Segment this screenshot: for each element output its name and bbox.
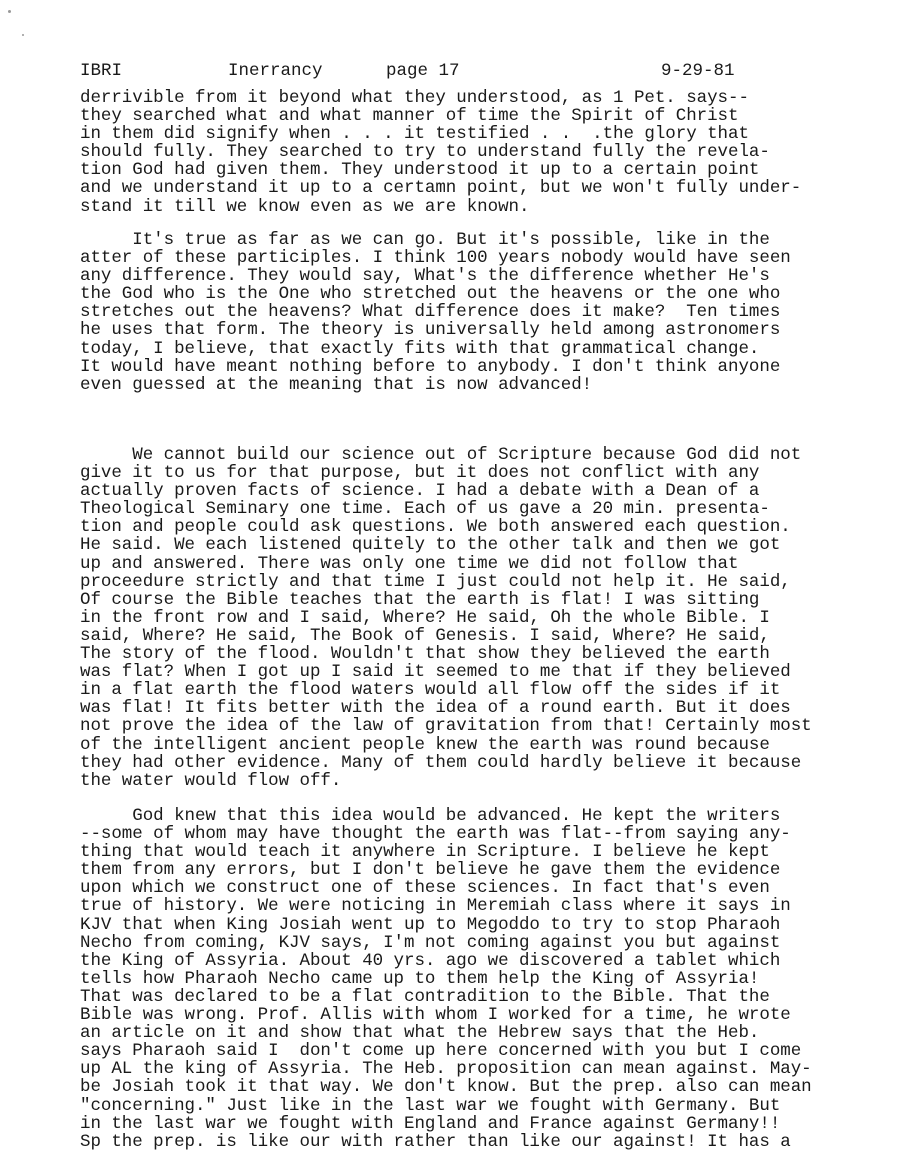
header-title: Inerrancy <box>228 61 323 81</box>
scan-speck <box>8 10 11 13</box>
text-line: Necho from coming, KJV says, I'm not coming against you but against <box>80 932 781 953</box>
header-org: IBRI <box>80 61 123 81</box>
text-line: stretches out the heavens? What difference does it make? Ten times <box>80 302 781 323</box>
text-line: actually proven facts of science. I had a debate with a Dean of a <box>80 481 760 502</box>
text-line: said, Where? He said, The Book of Genesis. I said, Where? He said, <box>80 625 770 646</box>
paragraph-1 <box>80 89 801 216</box>
text-line: even guessed at the meaning that is now advanced! <box>80 374 593 395</box>
text-line: was flat? When I got up I said it seemed to me that if they believed <box>80 662 791 683</box>
text-line: We cannot build our science out of Scripture because God did not <box>80 445 802 465</box>
text-line: up AL the king of Assyria. The Heb. proposition can mean against. May- <box>80 1059 812 1080</box>
text-line: He said. We each listened quitely to the other talk and then we got <box>80 535 781 556</box>
text-line: says Pharaoh said I don't come up here concerned with you but I come <box>80 1041 802 1062</box>
text-line: That was declared to be a flat contradition to the Bible. That the <box>80 986 770 1007</box>
text-line: them from any errors, but I don't believe he gave them the evidence <box>80 860 781 881</box>
text-line: the God who is the One who stretched out the heavens or the one who <box>80 284 781 305</box>
text-line: they searched what and what manner of time the Spirit of Christ <box>80 106 739 127</box>
text-line: and we understand it up to a certamn point, but we won't fully under- <box>80 178 802 199</box>
text-line: Theological Seminary one time. Each of us gave a 20 min. presenta- <box>80 499 770 520</box>
text-line: any difference. They would say, What's the difference whether He's <box>80 266 770 287</box>
text-line: be Josiah took it that way. We don't know. But the prep. also can mean <box>80 1077 812 1098</box>
text-line: atter of these participles. I think 100 years nobody would have seen <box>80 248 791 269</box>
text-line: Bible was wrong. Prof. Allis with whom I worked for a time, he wrote <box>80 1005 791 1026</box>
text-line: It would have meant nothing before to anybody. I don't think anyone <box>80 356 781 377</box>
text-line: they had other evidence. Many of them could hardly believe it because <box>80 752 802 773</box>
text-line: give it to us for that purpose, but it does not conflict with any <box>80 463 760 484</box>
text-line: in the last war we fought with England and France against Germany!! <box>80 1113 781 1134</box>
text-line: Sp the prep. is like our with rather than like our against! It has a <box>80 1131 791 1152</box>
header-page-number: page 17 <box>386 61 460 81</box>
paragraph-3 <box>80 446 812 790</box>
text-line: derrivible from it beyond what they understood, as 1 Pet. says-- <box>80 88 749 108</box>
text-line: the water would flow off. <box>80 770 342 791</box>
text-line: --some of whom may have thought the earth was flat--from saying any- <box>80 824 791 845</box>
text-line: It's true as far as we can go. But it's possible, like in the <box>80 230 770 250</box>
header-date: 9-29-81 <box>661 61 735 81</box>
text-line: tion and people could ask questions. We both answered each question. <box>80 517 791 538</box>
text-line: stand it till we know even as we are known. <box>80 196 530 217</box>
text-line: not prove the idea of the law of gravitation from that! Certainly most <box>80 716 812 737</box>
text-line: in the front row and I said, Where? He said, Oh the whole Bible. I <box>80 607 770 628</box>
text-line: today, I believe, that exactly fits with that grammatical change. <box>80 338 760 359</box>
text-line: he uses that form. The theory is universally held among astronomers <box>80 320 781 341</box>
text-line: Of course the Bible teaches that the earth is flat! I was sitting <box>80 589 760 610</box>
text-line: up and answered. There was only one time we did not follow that <box>80 553 739 574</box>
text-line: in a flat earth the flood waters would all flow off the sides if it <box>80 680 781 701</box>
text-line: was flat! It fits better with the idea of a round earth. But it does <box>80 698 791 719</box>
text-line: true of history. We were noticing in Meremiah class where it says in <box>80 896 791 917</box>
text-line: "concerning." Just like in the last war we fought with Germany. But <box>80 1095 781 1116</box>
text-line: tion God had given them. They understood it up to a certain point <box>80 160 760 181</box>
text-line: of the intelligent ancient people knew the earth was round because <box>80 734 770 755</box>
text-line: the King of Assyria. About 40 yrs. ago we discovered a tablet which <box>80 950 781 971</box>
text-line: should fully. They searched to try to understand fully the revela- <box>80 142 770 163</box>
text-line: an article on it and show that what the Hebrew says that the Heb. <box>80 1023 760 1044</box>
scan-speck <box>22 34 24 36</box>
text-line: in them did signify when . . . it testified . . .the glory that <box>80 124 749 145</box>
paragraph-2 <box>80 231 791 394</box>
text-line: proceedure strictly and that time I just could not help it. He said, <box>80 571 791 592</box>
text-line: God knew that this idea would be advanced. He kept the writers <box>80 806 781 826</box>
text-line: upon which we construct one of these sciences. In fact that's even <box>80 878 770 899</box>
text-line: KJV that when King Josiah went up to Megoddo to try to stop Pharaoh <box>80 914 781 935</box>
text-line: tells how Pharaoh Necho came up to them help the King of Assyria! <box>80 968 760 989</box>
text-line: thing that would teach it anywhere in Scripture. I believe he kept <box>80 842 770 863</box>
text-line: The story of the flood. Wouldn't that show they believed the earth <box>80 644 770 665</box>
paragraph-4 <box>80 807 812 1151</box>
